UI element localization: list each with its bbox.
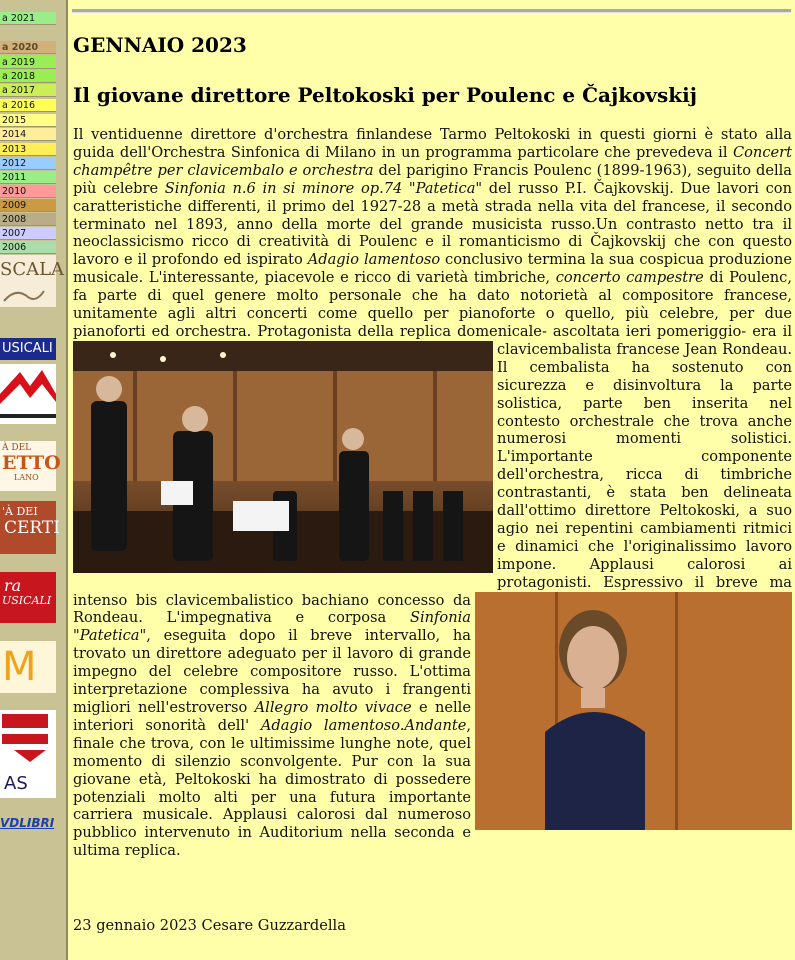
year-link-2007[interactable]: 2007 [0,227,56,240]
italic-run: Adagio lamentoso [307,251,441,269]
italic-run: Concert champêtre per clavicembalo e orchestra [73,143,792,179]
month-heading: GENNAIO 2023 [73,33,247,57]
scala-logo[interactable] [0,255,65,307]
as-logo[interactable] [0,710,56,798]
article-signature: 23 gennaio 2023 Cesare Guzzardella [73,917,346,934]
scala-logo-text: SCALA [0,259,65,280]
dvd-libri-link[interactable] [0,812,56,832]
year-link-2021[interactable]: a 2021 [0,12,56,25]
red-swoosh-logo[interactable] [0,364,56,424]
text-run: domenicale- ascoltata ieri pomeriggio- era il clavicembalista francese Jean Rondeau. Il cembalista ha sostenuto con sicurezza e disinvoltura la parte solistica, parte ben inserita nel contesto orchestrale che trova anche numerosi momenti solistici. L'importante componente dell'orchestra, ricca di timbriche contrastanti, è stata ben delineata dall'ottimo direttore Peltokoski, a suo agio nei repentini cambiamenti ritmici e dinamici che l'originalissimo lavoro impone. Applausi calorosi ai protagonisti. Espressivo il breve ma intenso bis [73,322,792,609]
year-link-2013[interactable]: 2013 [0,143,56,156]
scala-emblem-icon [0,283,56,305]
amici-line-3: LANO [14,473,39,482]
year-link-2020[interactable]: a 2020 [0,41,56,54]
societa-concerti-logo[interactable] [0,501,60,554]
italic-run: concerto campestre [555,269,704,287]
societa-line-1: 'À DEI [2,505,38,518]
year-link-2014[interactable]: 2014 [0,128,56,141]
text-run: e nelle interiori sonorità dell' [73,699,471,734]
year-link-2015[interactable]: 2015 [0,114,56,127]
italic-run: Allegro molto vivace [254,699,412,716]
orchestra-photo [73,341,493,573]
italic-run: Adagio lamentoso.Andante [260,716,467,734]
article-body [73,126,792,860]
libri-text: LIBRI [19,816,55,830]
as-logo-text: AS [4,773,28,794]
text-run: Il ventiduenne direttore d'orchestra finlandese Tarmo Peltokoski in questi giorni è stato alla guida dell'Orchestra Sinfonica di Milano in un programma particolare che prevedeva il [73,126,792,161]
ra-line-1: ra [4,576,22,595]
amici-line-2: ETTO [2,452,61,474]
year-link-2019[interactable]: a 2019 [0,56,56,69]
text-run: del parigino Francis Poulenc (1899-1963), seguito della più celebre [73,161,792,197]
year-link-2011[interactable]: 2011 [0,171,56,184]
ra-musicali-logo[interactable] [0,572,56,623]
text-run: conclusivo termina la sua cospicua produzione musicale. L'interessante, piacevole e ricco di varietà timbriche, [73,251,792,287]
year-link-2012[interactable]: 2012 [0,157,56,170]
text-run: , eseguita dopo il breve intervallo, ha trovato un direttore adeguato per il lavoro di grande impegno del celebre compositore russo. L'ottima interpretazione complessiva ha avuto i frangenti migliori nell'estroverso [73,627,471,716]
italic-run: Sinfonia "Patetica" [73,609,471,645]
musicali-logo[interactable] [0,338,56,360]
text-run: clavicembalistico bachiano concesso da Rondeau. L'impegnativa e corposa [73,591,471,627]
article-title: Il giovane direttore Peltokoski per Poulenc e Čajkovskij [73,83,697,107]
conductor-portrait-photo [475,592,792,830]
as-emblem-icon [0,710,56,770]
top-horizontal-rule [72,9,791,13]
societa-line-2: CERTI [4,518,60,538]
year-link-2010[interactable]: 2010 [0,185,56,198]
year-link-2008[interactable]: 2008 [0,213,56,226]
text-run: del russo P.I. Čajkovskij. Due lavori con caratteristiche differenti, il primo del 1927-28 a metà strada nella vita del francese, il secondo terminato nel 1893, anno della morte del grande musicista russo.Un contrasto netto tra il neoclassicismo ricco di creatività di Poulenc e il romanticismo di Čajkovskij che con questo lavoro e il profondo ed ispirato [73,179,792,269]
year-link-2018[interactable]: a 2018 [0,70,56,83]
article-panel [68,0,795,960]
ra-line-2: USICALI [2,594,52,607]
article-paragraph [73,126,792,860]
year-link-2016[interactable]: a 2016 [0,99,56,112]
m-logo-text: M [2,644,37,690]
swoosh-icon [0,364,56,424]
year-link-2017[interactable]: a 2017 [0,84,56,97]
amici-loggione-logo[interactable] [0,441,61,491]
dvd-text: VD [0,816,20,830]
text-run: , finale che trova, con le ultimissime lunghe note, quel momento di silenzio sconvolgente. Pur con la sua giovane età, Peltokoski ha dimostrato di possedere potenziali molto alti per una futura importante carriera musicale. Applausi calorosi dal numeroso pubblico intervenuto in Auditorium nella seconda e ultima replica. [73,716,471,860]
orchestra-photo-image [73,341,493,573]
m-logo[interactable] [0,641,56,693]
italic-run: Sinfonia n.6 in si minore op.74 "Patetica" [164,179,483,197]
year-link-2009[interactable]: 2009 [0,199,56,212]
conductor-portrait-image [475,592,792,830]
musicali-logo-text: USICALI [2,341,53,356]
amici-line-1: À DEL [2,443,32,453]
text-run: di Poulenc, fa parte di quel genere molto personale che ha dato notorietà al compositore francese, unitamente agli altri concerti come quello per pianoforte o quello, più celebre, per due pianoforti ed orchestra. Protagonista della replica [73,269,792,340]
year-link-2006[interactable]: 2006 [0,241,56,254]
archive-sidebar [0,0,68,960]
